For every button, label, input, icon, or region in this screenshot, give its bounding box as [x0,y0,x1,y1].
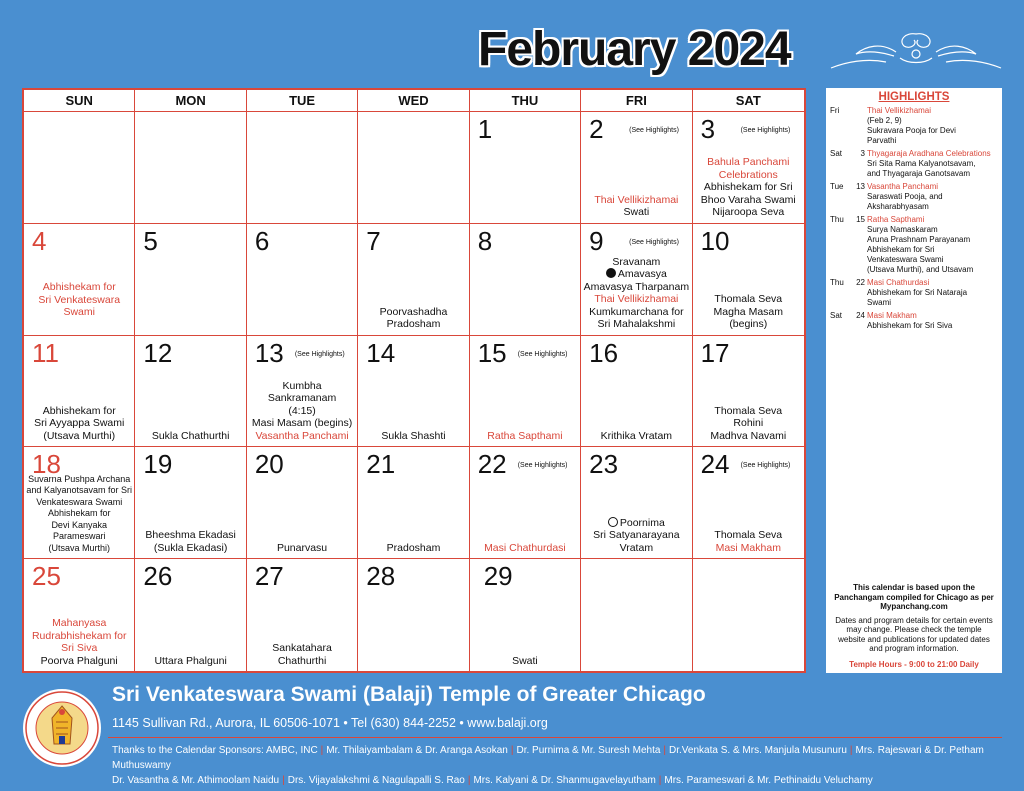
event-text: Amavasya [617,268,667,281]
weekday-wed: WED [358,90,469,112]
event-line: Abhishekam for [42,404,116,417]
day-number: 20 [254,449,284,480]
highlight-weekday: Thu [830,215,844,224]
disclaimer-note: Dates and program details for certain events may change. Please check the temple website and publications for updated dates and program information. [835,615,993,653]
day-cell-23 [581,447,692,559]
day-number: 15 [477,337,507,368]
event-line: Sankramanam [267,392,337,405]
day-number: 7 [366,225,381,256]
highlight-detail: Sri Sita Rama Kalyanotsavam, [867,159,976,168]
full-moon-icon [608,517,618,527]
day-number: 29 [483,561,513,592]
event-text: Poornima [619,516,665,529]
ornament-flourish-icon [826,28,1006,76]
day-events [137,529,243,554]
day-cell-14 [358,336,469,448]
temple-seal-logo [22,688,102,768]
event-line: Vasantha Panchami [255,429,349,442]
highlights-panel [826,88,1002,673]
day-number: 4 [32,225,47,256]
see-highlights-note: (See Highlights) [740,462,791,470]
sponsors-label: Thanks to the Calendar Sponsors: [112,745,264,756]
day-cell-13 [247,336,358,448]
day-cell-11 [24,336,135,448]
day-cell-19 [135,447,246,559]
event-line: Swami [63,306,95,319]
day-events [360,430,466,443]
day-cell-empty [581,559,692,671]
event-line: Bahula Panchami [707,156,790,169]
highlight-item [830,311,998,331]
sponsor-name: Drs. Vijayalakshmi & Nagulapalli S. Rao [287,775,465,786]
highlight-detail: (Feb 2, 9) [867,116,902,125]
event-line: Bheeshma Ekadasi [145,529,236,542]
day-cell-21 [358,447,469,559]
weekday-sat: SAT [735,93,761,108]
day-events [26,405,132,443]
day-events [137,655,243,668]
event-line: Swati [623,206,650,219]
highlight-detail: Sukravara Pooja for Devi [867,126,956,135]
event-line: Thomala Seva [714,404,783,417]
event-line: Poorva Phalguni [40,654,118,667]
day-number: 17 [700,337,730,368]
weekday-tue: TUE [247,90,358,112]
temple-address: 1145 Sullivan Rd., Aurora, IL 60506-1071 • Tel (630) 844-2252 • www.balaji.org [112,716,548,730]
event-line: Sri Siva [61,642,98,654]
event-line: Amavasya Tharpanam [583,280,690,293]
highlight-weekday: Thu [830,278,844,287]
see-highlights-note: (See Highlights) [294,350,345,358]
day-events [695,529,802,554]
separator: | [320,745,324,756]
event-line: Sukla Shashti [381,429,446,442]
day-cell-empty [693,559,804,671]
highlight-detail: Parvathi [867,136,897,145]
event-line: Thai Vellikizhamai [594,193,679,206]
day-events [360,542,466,555]
separator: | [663,745,667,756]
day-events [249,642,355,667]
event-line: Celebrations [718,168,778,181]
calendar-grid [22,88,806,673]
see-highlights-note: (See Highlights) [517,350,568,358]
separator: | [849,745,853,756]
highlight-weekday: Sat [830,149,843,158]
event-line: Magha Masam [713,305,783,318]
see-highlights-note: (See Highlights) [740,127,791,134]
event-line: Madhva Navami [710,429,787,442]
event-line: (4:15) [288,404,316,417]
event-line: (Utsava Murthi) [43,429,116,442]
event-line: Rudrabhishekam for [31,629,127,642]
highlight-date: 22 [856,278,865,287]
event-line: Bhoo Varaha Swami [700,193,796,206]
event-line: Sri Mahalakshmi [597,318,676,331]
day-number: 18 [32,449,61,480]
day-cell-empty [135,112,246,224]
event-line: (Sukla Ekadasi) [153,541,228,554]
highlight-weekday: Tue [830,182,844,191]
highlight-detail: Swami [867,298,892,307]
highlight-weekday: Fri [830,106,840,115]
see-highlights-note: (See Highlights) [517,462,568,470]
highlights-footer [834,583,994,669]
day-cell-3 [693,112,804,224]
event-line: Pradosham [386,318,441,331]
day-number: 26 [143,561,173,592]
event-line: Abhishekam for [47,508,111,519]
day-number: 6 [254,225,270,256]
event-line: Sri Satyanarayana [593,529,680,542]
highlight-name: Masi Makham [867,311,917,320]
day-events [472,655,578,668]
day-events [26,617,132,667]
day-cell-20 [247,447,358,559]
day-number: 19 [143,449,173,480]
event-line: Uttara Phalguni [154,654,227,667]
event-line: Suvarna Pushpa Archana [28,473,131,484]
highlight-date: 24 [856,311,865,320]
event-line: Abhishekam for [42,281,116,294]
highlights-title: HIGHLIGHTS [878,91,950,103]
event-line: Sri Venkateswara [38,293,121,306]
day-cell-29 [470,559,581,671]
day-events [360,306,466,331]
event-line: Venkateswara Swami [36,496,123,507]
highlight-detail: Aksharabhyasam [867,202,929,211]
highlight-item [830,182,998,212]
event-line: Thomala Seva [714,293,783,306]
event-line: Ratha Sapthami [487,429,563,442]
day-cell-26 [135,559,246,671]
event-line: Nijaroopa Seva [712,206,785,219]
day-events [583,430,689,443]
day-events [695,293,802,331]
day-number: 16 [589,337,619,368]
day-cell-empty [24,112,135,224]
day-cell-1 [470,112,581,224]
day-cell-9 [581,224,692,336]
highlight-date: 15 [856,215,865,224]
highlight-name: Thyagaraja Aradhana Celebrations [867,149,991,158]
temple-name: Sri Venkateswara Swami (Balaji) Temple of Greater Chicago [112,683,706,706]
separator: | [282,775,285,786]
day-number: 22 [477,449,507,480]
highlight-detail: Venkateswara Swami [867,255,944,264]
day-number: 2 [589,114,604,144]
day-cell-27 [247,559,358,671]
highlight-detail: Saraswati Pooja, and [867,192,943,201]
day-cell-28 [358,559,469,671]
day-events [26,474,132,555]
separator: | [467,775,471,786]
day-cell-18 [24,447,135,559]
event-line: Sravanam [612,255,661,268]
day-events [249,542,355,555]
day-number: 28 [366,561,396,592]
separator: | [510,745,514,756]
day-events [137,430,243,443]
weekday-mon: MON [135,90,246,112]
day-number: 24 [700,449,730,480]
event-line: Sri Ayyappa Swami [34,417,125,430]
day-cell-15 [470,336,581,448]
day-events [472,430,578,443]
day-number: 21 [366,449,396,480]
day-cell-7 [358,224,469,336]
event-line: Punarvasu [276,541,328,554]
event-line: and Kalyanotsavam for Sri [26,485,132,496]
weekday-header [24,90,804,112]
see-highlights-note: (See Highlights) [629,238,679,246]
day-number: 10 [700,225,730,256]
day-number: 23 [589,449,619,480]
event-line: (begins) [729,318,768,331]
day-events [583,194,689,219]
highlight-name: Thai Vellikizhamai [867,106,932,115]
day-number: 13 [254,337,284,368]
day-cell-2 [581,112,692,224]
day-number: 5 [143,225,158,256]
event-line: Kumkumarchana for [589,305,684,318]
highlight-weekday: Sat [830,311,843,320]
event-line-full-moon [583,517,689,530]
highlight-detail: Abhishekam for Sri Nataraja [867,288,968,297]
event-line: Thomala Seva [714,529,783,542]
highlight-date [856,106,867,116]
highlight-date: 13 [856,182,865,191]
event-line: Mahanyasa [52,617,107,629]
day-cell-10 [693,224,804,336]
highlight-item [830,106,998,146]
day-cell-8 [470,224,581,336]
sponsor-name: Mr. Thilaiyambalam & Dr. Aranga Asokan [326,745,508,756]
sponsor-name: AMBC, INC [266,745,318,756]
sponsors-list [112,743,1007,788]
event-line: Rohini [733,417,764,430]
day-cell-16 [581,336,692,448]
highlight-item [830,149,998,179]
event-line: Abhishekam for Sri [703,181,793,194]
event-line: Thai Vellikizhamai [594,293,679,306]
event-line: Poorvashadha [379,305,448,318]
new-moon-icon [606,268,616,278]
event-line: Masi Makham [715,541,781,554]
weekday-thu: THU [470,90,581,112]
highlight-detail: Abhishekam for Sri [867,245,935,254]
panchangam-note: This calendar is based upon the Panchangam compiled for Chicago as per Mypanchang.com [834,583,994,611]
event-line-new-moon [583,268,689,281]
day-number: 1 [477,114,493,144]
event-line: Masi Chathurdasi [484,541,566,554]
temple-hours: Temple Hours - 9:00 to 21:00 Daily [849,659,979,669]
day-cell-4 [24,224,135,336]
event-line: Chathurthi [277,654,327,667]
event-line: Kumbha [282,379,322,392]
event-line: (Utsava Murthi) [48,542,110,553]
event-line: Pradosham [386,541,441,554]
day-events [583,517,689,555]
calendar-weeks [24,112,804,671]
day-cell-6 [247,224,358,336]
day-cell-empty [247,112,358,224]
highlight-detail: (Utsava Murthi), and Utsavam [867,265,974,274]
highlight-name: Ratha Sapthami [867,215,925,224]
event-line: Krithika Vratam [600,429,673,442]
day-number: 25 [32,561,61,592]
weekday-fri: FRI [581,90,692,112]
sponsor-name: Mrs. Rajeswari & Dr. Petham Muthuswamy [112,745,984,771]
sponsor-name: Mrs. Kalyani & Dr. Shanmugavelayutham [473,775,656,786]
highlight-item [830,278,998,308]
day-number: 8 [477,225,493,256]
day-number: 3 [700,114,716,144]
day-number: 11 [32,337,59,368]
day-events [26,281,132,319]
sponsor-name: Dr.Venkata S. & Mrs. Manjula Musunuru [669,745,847,756]
highlight-detail: Abhishekam for Sri Siva [867,321,953,330]
separator: | [658,775,662,786]
day-cell-empty [358,112,469,224]
highlight-date: 3 [860,149,865,158]
day-cell-12 [135,336,246,448]
highlight-item [830,215,998,275]
event-line: Devi Kanyaka Parameswari [51,519,107,542]
day-events [472,542,578,555]
day-cell-5 [135,224,246,336]
day-events [583,256,689,331]
day-cell-25 [24,559,135,671]
event-line: Sukla Chathurthi [151,429,230,442]
day-events [249,380,355,443]
see-highlights-note: (See Highlights) [629,127,679,134]
highlight-name: Masi Chathurdasi [867,278,930,287]
day-number: 9 [589,225,604,256]
footer-divider [108,737,1002,738]
event-line: Vratam [619,541,654,554]
day-events [695,156,802,219]
day-cell-24 [693,447,804,559]
day-events [695,405,802,443]
highlight-detail: Surya Namaskaram [867,225,938,234]
highlight-name: Vasantha Panchami [867,182,939,191]
day-number: 12 [143,337,173,368]
day-number: 27 [254,561,284,592]
day-cell-22 [470,447,581,559]
highlight-detail: and Thyagaraja Ganotsavam [867,169,971,178]
weekday-sun: SUN [24,90,135,112]
day-cell-17 [693,336,804,448]
event-line: Swati [512,654,538,667]
sponsor-name: Dr. Vasantha & Mr. Athimoolam Naidu [112,775,280,786]
event-line: Sankatahara [272,642,332,654]
highlight-detail: Aruna Prashnam Parayanam [867,235,971,244]
event-line: Masi Masam (begins) [251,417,353,430]
sponsor-name: Mrs. Parameswari & Mr. Pethinaidu Veluchamy [664,775,873,786]
calendar-title: February 2024 [478,23,791,76]
sponsor-name: Dr. Purnima & Mr. Suresh Mehta [516,745,661,756]
day-number: 14 [366,337,396,368]
